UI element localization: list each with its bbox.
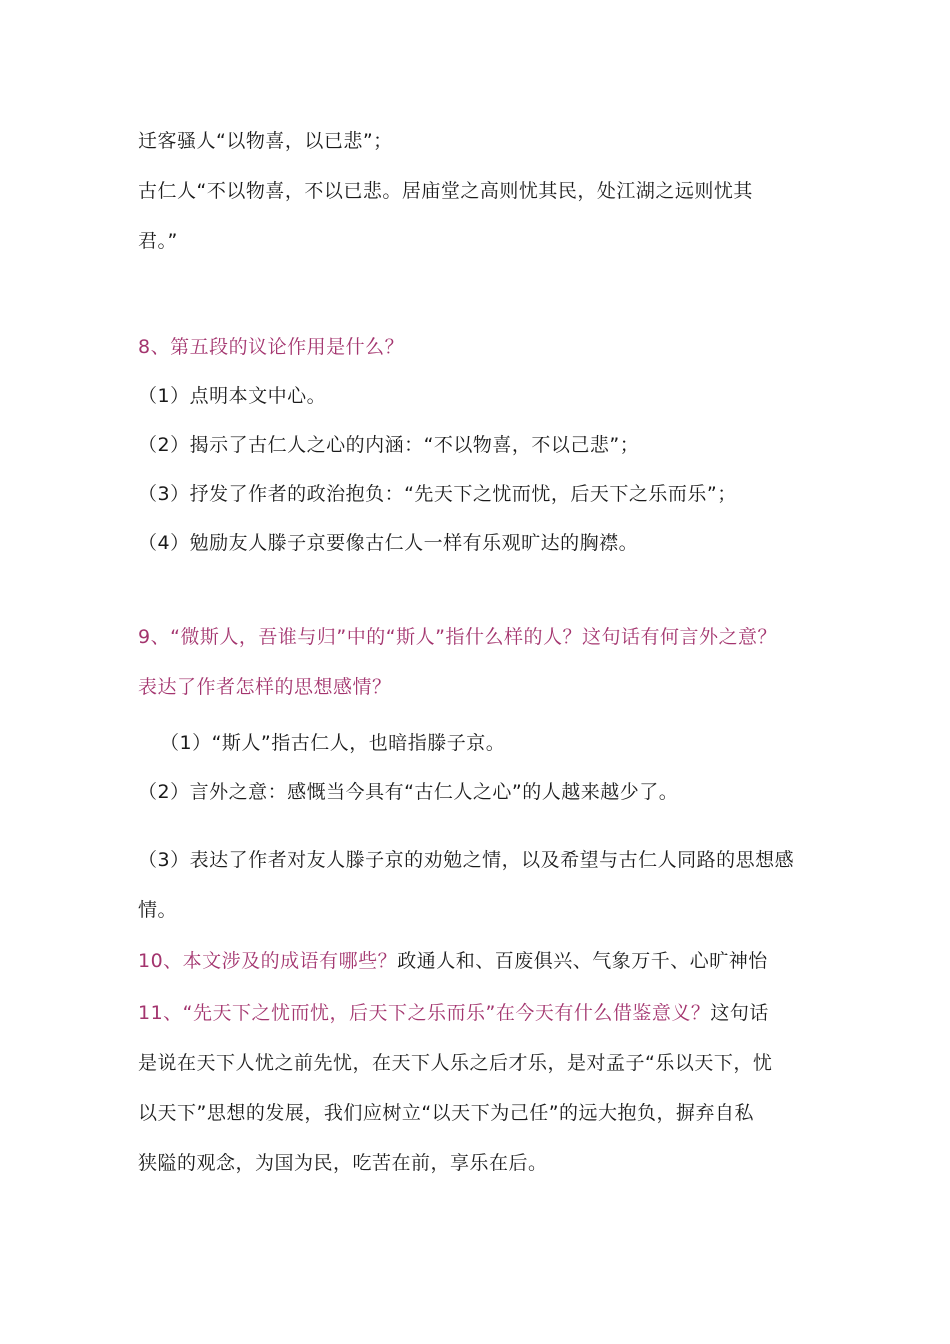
q9-answer-2: （2）言外之意：感慨当今具有“古仁人之心”的人越来越少了。 [138,781,679,803]
q8-answer-2: （2）揭示了古仁人之心的内涵：“不以物喜，不以己悲”； [138,434,640,456]
q10-answer: 政通人和、百废俱兴、气象万千、心旷神怡 [397,950,768,972]
q11-answer-start: 这句话 [710,1002,769,1024]
q8-answer-4: （4）勉励友人滕子京要像古仁人一样有乐观旷达的胸襟。 [138,532,639,554]
q8-question: 8、第五段的议论作用是什么？ [138,336,405,358]
q9-answer-3: （3）表达了作者对友人滕子京的劝勉之情，以及希望与古仁人同路的思想感 [138,849,795,871]
q11-answer-line-2: 是说在天下人忧之前先忧，在天下人乐之后才乐，是对孟子“乐以天下，忧 [138,1052,773,1074]
q9-answer-1: （1）“斯人”指古仁人，也暗指滕子京。 [160,732,506,754]
q8-answer-1: （1）点明本文中心。 [138,385,327,407]
q11-question: 11、“先天下之忧而忧，后天下之乐而乐”在今天有什么借鉴意义？ [138,1002,711,1024]
intro-line-1: 迁客骚人“以物喜，以已悲”； [138,130,393,152]
intro-line-2: 古仁人“不以物喜，不以已悲。居庙堂之高则忧其民，处江湖之远则忧其 [138,180,753,202]
q9-question-line-1: 9、“微斯人，吾谁与归”中的“斯人”指什么样的人？这句话有何言外之意？ [138,626,777,648]
q9-question-line-2: 表达了作者怎样的思想感情？ [138,676,392,698]
q8-answer-3: （3）抒发了作者的政治抱负：“先天下之忧而忧，后天下之乐而乐”； [138,483,737,505]
q11-answer-line-4: 狭隘的观念，为国为民，吃苦在前，享乐在后。 [138,1152,548,1174]
q10-question: 10、本文涉及的成语有哪些？ [138,950,398,972]
q9-answer-4: 情。 [138,899,178,921]
q11-answer-line-3: 以天下”思想的发展，我们应树立“以天下为己任”的远大抱负，摒弃自私 [138,1102,755,1124]
q11-line-1 [138,1000,769,1026]
q10-line [138,948,768,974]
intro-line-3: 君。” [138,230,178,252]
